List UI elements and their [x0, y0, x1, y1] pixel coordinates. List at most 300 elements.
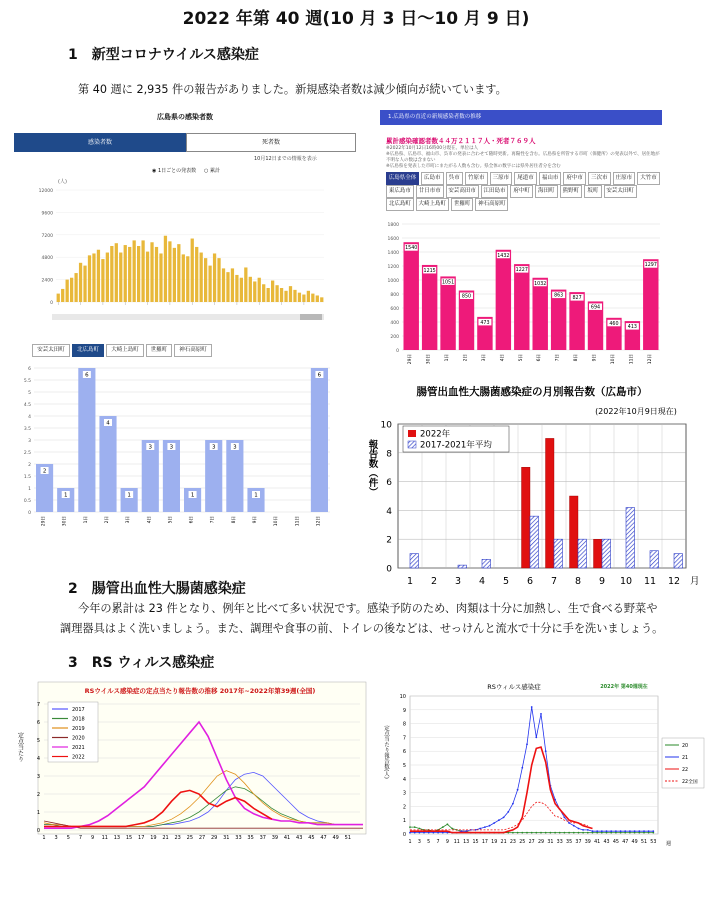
area-button-0[interactable]: 広島県全体 — [386, 172, 419, 185]
x-tick-label: 11日 — [629, 354, 635, 365]
x-tick-label: 9 — [445, 840, 449, 845]
series-point-21 — [531, 706, 533, 708]
muni-tab-1[interactable]: 北広島町 — [72, 344, 104, 357]
legend-label: 2017 — [72, 707, 85, 713]
bar — [124, 245, 127, 302]
x-tick-label: 2日 — [105, 516, 110, 524]
x-tick-label: 1日 — [445, 354, 451, 362]
x-tick-label: 30日 — [426, 354, 432, 365]
bar-2022 — [522, 467, 531, 568]
area-button-8[interactable]: 三次市 — [588, 172, 611, 185]
left-panel-title: 広島県の感染者数 — [157, 113, 213, 121]
area-button-1[interactable]: 広島市 — [421, 172, 444, 185]
bar — [164, 236, 167, 302]
data-label: 1215 — [423, 268, 436, 274]
series-point-20 — [564, 832, 566, 834]
notes — [386, 146, 662, 170]
x-tick-label: 9 — [91, 835, 95, 841]
x-tick-label: 7 — [78, 835, 83, 841]
radio-cumulative[interactable] — [204, 167, 220, 174]
bar — [177, 244, 180, 302]
area-button-3[interactable]: 竹原市 — [465, 172, 488, 185]
series-point-20 — [409, 826, 411, 828]
x-tick-label: 1 — [42, 835, 46, 841]
series-point-21 — [512, 803, 514, 805]
chart-scroll-handle[interactable] — [300, 314, 322, 320]
y-tick-label: 2.5 — [23, 451, 31, 456]
y-tick-label: 0 — [396, 349, 399, 354]
data-label: 2 — [42, 468, 47, 475]
series-point-21 — [578, 828, 580, 830]
chart-scrollbar[interactable] — [52, 314, 324, 320]
x-tick-label: 3日 — [481, 354, 487, 362]
bar — [258, 278, 261, 302]
area-button-14[interactable]: 江田島市 — [481, 185, 509, 198]
bar — [643, 259, 658, 350]
legend-label: 22 — [682, 768, 689, 773]
bar — [244, 267, 247, 302]
series-point-21 — [564, 817, 566, 819]
series-point-21 — [601, 830, 603, 832]
series-point-20 — [568, 832, 570, 834]
bar — [280, 288, 283, 302]
x-tick-label: 12日 — [647, 354, 653, 365]
series-point-20 — [582, 832, 584, 834]
bar-average — [410, 554, 419, 568]
x-tick-label: 30日 — [62, 516, 68, 527]
y-tick-label: 8 — [386, 449, 392, 460]
area-button-21[interactable]: 大崎上島町 — [416, 198, 449, 211]
x-tick-label: 10日 — [610, 354, 616, 365]
x-tick-label: 13 — [113, 835, 121, 841]
x-tick-label: 29日 — [408, 354, 414, 365]
section2-heading: 2 腸管出血性大腸菌感染症 — [68, 581, 246, 597]
bar — [302, 295, 305, 302]
bar — [101, 259, 104, 302]
y-tick-label: 9600 — [41, 211, 53, 217]
x-tick-label: 17 — [138, 835, 145, 841]
series-point-21 — [643, 830, 645, 832]
x-tick-label: 53 — [650, 840, 657, 845]
x-tick-label: 45 — [308, 835, 315, 841]
x-tick-label: 23 — [174, 835, 181, 841]
bar-2022 — [594, 539, 603, 568]
y-tick-label: 3 — [28, 439, 31, 444]
y-tick-label: 7 — [36, 702, 40, 708]
bar-average — [602, 539, 611, 568]
data-label: 4 — [106, 420, 110, 427]
x-tick-label: 12 — [667, 576, 681, 587]
y-tick-label: 5 — [36, 738, 40, 744]
area-button-10[interactable]: 大竹市 — [637, 172, 660, 185]
x-tick-label: 4日 — [500, 354, 506, 362]
series-point-21 — [568, 822, 570, 824]
series-point-21 — [624, 830, 626, 832]
bar — [159, 253, 162, 302]
y-tick-label: 3 — [36, 774, 40, 780]
x-tick-label: 9日 — [592, 354, 598, 362]
x-tick-label: 7日 — [555, 354, 561, 362]
series-point-21 — [652, 830, 654, 832]
bar — [79, 263, 82, 302]
bar — [226, 440, 243, 512]
bar — [226, 272, 229, 302]
data-label: 1227 — [515, 268, 528, 274]
x-tick-label: 47 — [320, 835, 327, 841]
x-tick-label: 13 — [463, 840, 470, 845]
y-tick-label: 4 — [402, 776, 406, 783]
data-label: 827 — [572, 296, 582, 302]
area-buttons — [386, 172, 662, 212]
y-tick-label: 1.5 — [23, 475, 31, 480]
data-label: 3 — [169, 444, 174, 451]
series-point-21 — [620, 830, 622, 832]
x-tick-label: 11日 — [295, 516, 301, 527]
radio-daily[interactable] — [152, 167, 196, 174]
y-tick-label: 0 — [36, 828, 40, 834]
bar — [74, 273, 77, 302]
x-tick-label: 37 — [259, 835, 266, 841]
bar-2022 — [570, 496, 579, 568]
bar — [150, 242, 153, 302]
data-label: 694 — [590, 305, 601, 311]
bar — [200, 253, 203, 302]
tab-infected[interactable]: 感染者数 — [14, 133, 186, 152]
x-tick-label: 15 — [125, 835, 133, 841]
ehec-chart — [356, 376, 700, 594]
area-button-13[interactable]: 安芸高田市 — [446, 185, 479, 198]
x-tick-label: 1日 — [83, 516, 89, 524]
x-tick-label: 5日 — [168, 516, 174, 524]
y-axis-label: 定点当たり報告数(人) — [383, 725, 389, 779]
bar — [284, 291, 287, 302]
section2-text-2: 調理器具はよく洗いましょう。また、調理や食事の前、トイレの後などは、せっけんと流水で十分に手を洗いましょう。 — [60, 622, 664, 635]
bar — [496, 250, 511, 350]
y-tick-label: 1 — [402, 818, 406, 825]
bar — [97, 250, 100, 302]
series-point-20 — [526, 832, 528, 834]
y-tick-label: 1000 — [387, 279, 399, 284]
bar — [66, 280, 69, 302]
legend-label: 22全国 — [682, 780, 698, 785]
daily-new-cases-chart — [380, 220, 662, 368]
x-tick-label: 35 — [566, 840, 573, 845]
x-tick-label: 51 — [640, 840, 648, 845]
series-point-20 — [587, 832, 589, 834]
area-button-19[interactable]: 安芸太田町 — [604, 185, 637, 198]
y-tick-label: 2 — [386, 535, 392, 546]
series-point-21 — [521, 767, 523, 769]
series-point-21 — [573, 825, 575, 827]
area-button-2[interactable]: 呉市 — [446, 172, 463, 185]
y-tick-label: 6 — [402, 749, 406, 756]
series-point-21 — [535, 737, 537, 739]
muni-tab-4[interactable]: 神石高原町 — [174, 344, 212, 357]
bar — [311, 294, 314, 302]
bar — [205, 440, 222, 512]
bar — [115, 243, 118, 302]
data-label: 1 — [63, 492, 68, 499]
y-tick-label: 1200 — [387, 265, 399, 270]
series-point-21 — [629, 830, 631, 832]
series-point-21 — [634, 830, 636, 832]
bar — [182, 254, 185, 302]
series-point-20 — [554, 832, 556, 834]
y-tick-label: 2400 — [41, 278, 53, 284]
y-tick-label: 12000 — [38, 189, 53, 194]
bar — [440, 276, 455, 350]
radio-checked-icon: ◉ — [152, 168, 157, 174]
bar — [231, 268, 234, 302]
bar — [61, 289, 64, 302]
bar — [275, 285, 278, 302]
x-axis-label: 月 — [690, 576, 700, 587]
series-point-20 — [512, 832, 514, 834]
x-tick-label: 31 — [547, 840, 554, 845]
area-button-4[interactable]: 三原市 — [490, 172, 513, 185]
bar — [204, 258, 207, 302]
data-label: 1540 — [405, 246, 418, 252]
note-1: ※2022年10月12日16時00分現在、単位は人 — [386, 146, 479, 151]
bar — [235, 275, 238, 302]
x-tick-label: 51 — [344, 835, 352, 841]
y-tick-label: 2 — [28, 463, 31, 468]
series-point-21 — [503, 817, 505, 819]
series-point-21 — [517, 789, 519, 791]
bar — [289, 286, 292, 302]
series-point-20 — [531, 832, 533, 834]
y-tick-label: 1 — [36, 810, 40, 816]
muni-tab-3[interactable]: 世羅町 — [146, 344, 172, 357]
data-label: 850 — [461, 294, 472, 300]
y-tick-label: 5.5 — [23, 379, 31, 384]
bar — [106, 253, 109, 302]
series-point-20 — [540, 832, 542, 834]
bar — [119, 253, 122, 302]
area-button-6[interactable]: 福山市 — [539, 172, 562, 185]
series-point-20 — [442, 826, 444, 828]
series-point-21 — [493, 822, 495, 824]
bar — [208, 266, 211, 302]
note-2: ※広島県、広島市、福山市、呉市の発表に合わせて随時更新。再陽性を含む。広島県を所管する市町（保健所）の発表以外で、居住地が不明な人の数は含まない — [386, 152, 660, 163]
area-button-11[interactable]: 東広島市 — [386, 185, 414, 198]
x-tick-label: 49 — [332, 835, 339, 841]
x-tick-label: 12日 — [316, 516, 322, 527]
bar — [146, 252, 149, 302]
x-tick-label: 11 — [453, 840, 460, 845]
data-label: 1 — [127, 492, 131, 499]
y-tick-label: 0 — [402, 832, 406, 838]
x-tick-label: 33 — [235, 835, 242, 841]
area-button-9[interactable]: 庄原市 — [613, 172, 636, 185]
series-point-20 — [414, 826, 416, 828]
radio-daily-label: 1日ごとの発表数 — [157, 168, 197, 174]
section1-heading: 1 新型コロナウイルス感染症 — [68, 47, 259, 63]
y-tick-label: 6 — [36, 720, 40, 726]
x-tick-label: 17 — [481, 840, 488, 845]
bar — [92, 253, 95, 302]
section2-text-1: 今年の累計は 23 件となり、例年と比べて多い状況です。感染予防のため、肉類は十分に加熱し、生で食べる野菜や — [78, 602, 658, 615]
data-label: 863 — [554, 293, 564, 299]
note-3: ※広島県を発表した市町にまたがる人数も含む。県全体の数字には県外居住者分を含む — [386, 164, 561, 169]
legend-label: 2022 — [72, 754, 85, 761]
bar — [262, 284, 265, 302]
bar — [307, 291, 310, 302]
data-label: 460 — [609, 321, 619, 327]
series-point-20 — [419, 828, 421, 830]
right-panel-header: 1.広島県の直近の新規感染者数の推移 — [380, 110, 662, 125]
data-label: 473 — [480, 320, 490, 326]
bar — [533, 278, 548, 350]
area-button-16[interactable]: 海田町 — [535, 185, 558, 198]
rsv-pref-title: RSウィルス感染症 — [487, 683, 541, 691]
x-tick-label: 3 — [417, 840, 421, 845]
x-tick-label: 11 — [643, 576, 657, 587]
y-tick-label: 8 — [402, 721, 406, 728]
x-axis-label: 週 — [666, 841, 672, 847]
x-tick-label: 37 — [575, 840, 582, 845]
x-tick-label: 43 — [296, 835, 303, 841]
x-tick-label: 45 — [612, 840, 619, 845]
y-tick-label: 800 — [390, 293, 399, 298]
x-tick-label: 3 — [454, 576, 462, 587]
series-point-21 — [545, 750, 547, 752]
data-label: 1432 — [497, 253, 510, 259]
x-tick-label: 41 — [283, 835, 291, 841]
bar — [217, 258, 220, 302]
tab-deaths[interactable]: 死者数 — [186, 133, 356, 152]
bar — [110, 246, 113, 302]
y-tick-label: 7200 — [41, 233, 53, 239]
muni-tab-2[interactable]: 大崎上島町 — [106, 344, 144, 357]
bar — [173, 248, 176, 302]
y-tick-label: 0 — [386, 564, 392, 575]
bar-average — [530, 516, 539, 568]
x-tick-label: 43 — [603, 840, 610, 845]
x-tick-label: 10日 — [274, 516, 280, 527]
x-tick-label: 1 — [408, 840, 412, 845]
bar — [137, 246, 140, 302]
area-button-12[interactable]: 廿日市市 — [416, 185, 444, 198]
bar-average — [650, 551, 659, 568]
x-tick-label: 47 — [622, 840, 629, 845]
radio-unchecked-icon: ○ — [204, 168, 209, 174]
y-tick-label: 2 — [36, 792, 40, 798]
data-label: 1032 — [534, 281, 547, 287]
x-tick-label: 6日 — [537, 354, 543, 362]
area-button-20[interactable]: 北広島町 — [386, 198, 414, 211]
x-tick-label: 31 — [223, 835, 230, 841]
covid-right-panel — [380, 110, 662, 368]
bar — [88, 255, 91, 302]
y-tick-label: 5 — [402, 763, 406, 769]
data-label: 3 — [233, 444, 237, 451]
data-label: 1 — [254, 492, 258, 499]
muni-tab-0[interactable]: 安芸太田町 — [32, 344, 70, 357]
y-tick-label: 200 — [390, 335, 399, 340]
bar — [191, 239, 194, 302]
area-button-7[interactable]: 府中市 — [563, 172, 586, 185]
series-point-20 — [550, 832, 552, 834]
area-button-18[interactable]: 坂町 — [584, 185, 601, 198]
x-tick-label: 3 — [54, 835, 58, 841]
series-point-21 — [638, 830, 640, 832]
series-point-21 — [479, 828, 481, 830]
rsv-pref-subtitle: 2022年 第40週現在 — [600, 684, 648, 690]
legend-label-2022: 2022年 — [420, 429, 451, 440]
bar — [222, 268, 225, 302]
series-point-21 — [507, 811, 509, 813]
y-tick-label: 10 — [380, 420, 392, 431]
area-button-5[interactable]: 尾道市 — [514, 172, 537, 185]
x-tick-label: 33 — [556, 840, 563, 845]
y-tick-label: 3.5 — [23, 427, 31, 432]
y-tick-label: 1 — [28, 487, 31, 492]
bar-average — [578, 539, 587, 568]
x-tick-label: 7日 — [210, 516, 216, 524]
x-tick-label: 21 — [500, 840, 507, 845]
x-tick-label: 1 — [406, 576, 414, 587]
y-tick-label: 5 — [28, 391, 31, 396]
x-tick-label: 29 — [210, 835, 218, 841]
x-tick-label: 25 — [186, 835, 194, 841]
y-tick-label: 0 — [28, 511, 31, 516]
x-tick-label: 29 — [537, 840, 545, 845]
series-point-21 — [526, 743, 528, 745]
bar — [514, 264, 529, 350]
bar — [422, 265, 437, 350]
x-tick-label: 9 — [598, 576, 606, 587]
bar — [404, 242, 419, 350]
bar — [195, 247, 198, 302]
legend-label: 2021 — [72, 745, 85, 751]
series-point-21 — [540, 713, 542, 715]
series-point-21 — [484, 826, 486, 828]
x-tick-label: 27 — [528, 840, 535, 845]
bar — [253, 281, 256, 302]
x-tick-label: 39 — [584, 840, 591, 845]
legend-label: 20 — [682, 744, 689, 749]
x-tick-label: 39 — [271, 835, 279, 841]
series-point-21 — [610, 830, 612, 832]
x-tick-label: 27 — [198, 835, 206, 841]
x-tick-label: 5 — [502, 576, 510, 587]
bar-2022 — [546, 438, 555, 568]
municipality-tabs — [32, 344, 352, 356]
bar — [213, 253, 216, 302]
area-button-17[interactable]: 熊野町 — [560, 185, 583, 198]
ehec-chart-title: 腸管出血性大腸菌感染症の月別報告数（広島市） — [416, 386, 648, 398]
x-tick-label: 5日 — [518, 354, 524, 362]
x-tick-label: 8日 — [574, 354, 580, 362]
x-tick-label: 35 — [247, 835, 254, 841]
cumulative-count: 累計感染確認者数４４万２１１７人・死者７６９人 — [386, 137, 536, 145]
x-tick-label: 6 — [526, 576, 534, 587]
bar — [163, 440, 180, 512]
bar-average — [458, 565, 467, 568]
area-button-23[interactable]: 神石高原町 — [475, 198, 508, 211]
bar — [271, 281, 274, 302]
data-label: 6 — [85, 372, 89, 379]
area-button-22[interactable]: 世羅町 — [451, 198, 474, 211]
y-tick-label: 2 — [402, 804, 406, 811]
area-button-15[interactable]: 府中町 — [510, 185, 533, 198]
series-line-22 — [410, 747, 593, 833]
bar — [320, 297, 323, 302]
data-label: 3 — [148, 444, 153, 451]
y-tick-label: 4.5 — [23, 403, 31, 408]
x-tick-label: 9日 — [253, 516, 258, 524]
